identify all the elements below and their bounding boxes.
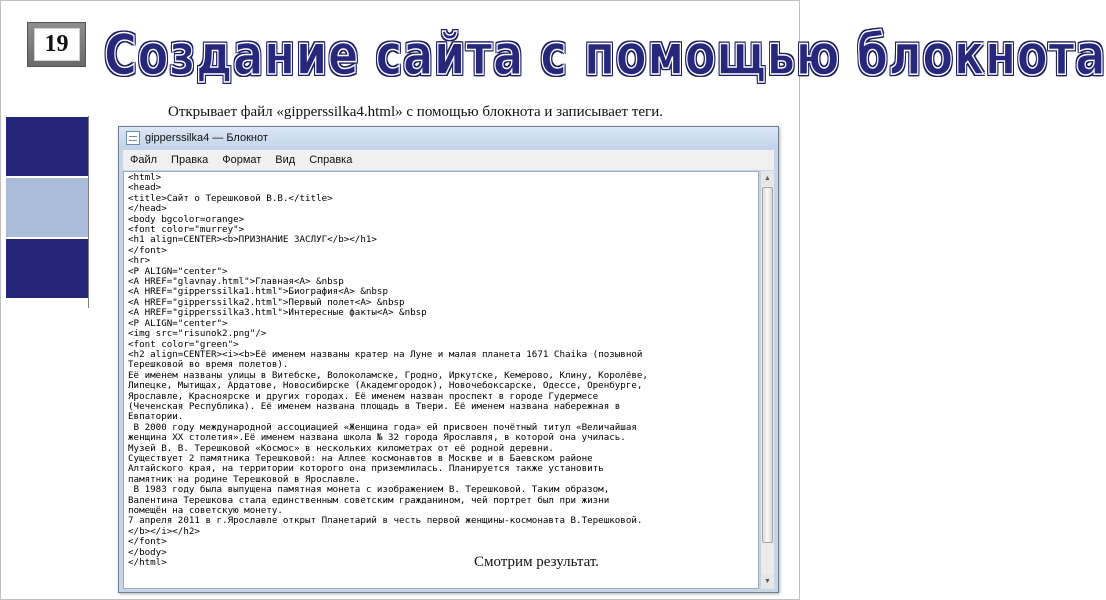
scroll-up-arrow-icon[interactable]: ▲ [761,171,774,186]
notepad-title: gipperssilka4 — Блокнот [145,132,268,144]
code-line: </html> [128,557,167,569]
scroll-down-arrow-icon[interactable]: ▼ [761,574,774,589]
menu-format[interactable]: Формат [222,154,262,166]
notepad-vertical-scrollbar[interactable] [760,171,774,589]
slide-caption: Смотрим результат. [474,554,600,570]
code-line: <html> [128,172,162,183]
decorative-block-middle [6,178,88,237]
menu-help[interactable]: Справка [309,154,353,166]
code-line: 7 апреля 2011 в г.Ярославле открыт Планетарий в честь первой женщины-космонавта В.Терешковой. [128,515,643,527]
code-line: <A HREF="glavnay.html">Главная<A> &nbsp [128,276,344,288]
notepad-text-area[interactable] [123,171,759,589]
slide-number-badge [27,22,86,67]
notepad-text-content[interactable] [124,172,758,569]
code-line: женщина XX столетия».Её именем названа школа № 32 города Ярославля, в которой она училась. [128,432,626,444]
code-line: <h1 align=CENTER><b>ПРИЗНАНИЕ ЗАСЛУГ</b></h1> [128,234,377,246]
code-line: (Чеченская Республика). Её именем названа площадь в Твери. Её именем названа набережная в [128,400,621,412]
code-line: помещён на советскую монету. [128,505,283,516]
code-line: <img src="risunok2.png"/> [128,328,267,340]
code-line: </head> [128,203,167,215]
notepad-window [118,126,779,593]
code-line: Липецке, Мытищах, Ардатове, Новосибирске (Академгородок), Новочебоксарске, Одессе, Оренбурге, [128,380,643,392]
code-line: </b></i></h2> [128,525,200,537]
code-line: <font color="green"> [128,338,239,350]
decorative-blocks [6,117,88,300]
code-line: <body bgcolor=orange> [128,213,245,225]
notepad-titlebar[interactable] [119,127,778,149]
code-line: Валентина Терешкова стала единственным советским гражданином, чей портрет был при жизни [128,494,610,506]
code-line: <head> [128,182,162,194]
slide-subtitle: Открывает файл «gipperssilka4.html» с помощью блокнота и записывает теги. [168,104,663,120]
code-line: <font color="murrey"> [128,224,245,236]
code-line: Ярославле, Красноярске и других городах. Её именем назван проспект в городе Гудермесе [128,390,599,402]
notepad-menubar [123,150,774,170]
code-line: памятник на родине Терешковой в Ярославле. [128,473,361,485]
slide-number: 19 [34,28,80,61]
code-line: Её именем названы улицы в Витебске, Волоколамске, Гродно, Иркутске, Кемерово, Клину, Королёве, [128,369,648,381]
code-line: <P ALIGN="center"> [128,317,228,329]
menu-edit[interactable]: Правка [171,154,209,166]
code-line: <title>Сайт о Терешковой В.В.</title> [128,192,333,204]
code-line: Музей В. В. Терешковой «Космос» в нескольких километрах от её родной деревни. [128,442,554,454]
code-line: В 1983 году была выпущена памятная монета с изображением В. Терешковой. Таким образом, [128,484,610,496]
code-line: Существует 2 памятника Терешковой: на Аллее космонавтов в Москве и в Баевском районе [128,452,593,464]
code-line: <A HREF="gipperssilka2.html">Первый полет<A> &nbsp [128,296,405,308]
code-line: <A HREF="gipperssilka1.html">Биография<A> &nbsp [128,286,388,298]
code-line: </font> [128,244,167,256]
code-line: <P ALIGN="center"> [128,265,228,277]
code-line: </body> [128,546,167,558]
decorative-block-bottom [6,239,88,298]
menu-view[interactable]: Вид [275,154,296,166]
code-line: <h2 align=CENTER><i><b>Её именем названы кратер на Луне и малая планета 1671 Chaika (позывной [128,348,643,360]
scrollbar-thumb[interactable] [762,187,773,543]
code-line: Алтайского края, на территории которого она приземлилась. Планируется также установить [128,463,604,475]
code-line: <A HREF="gipperssilka3.html">Интересные факты<A> &nbsp [128,307,427,319]
decorative-rule [88,116,89,308]
code-line: В 2000 году международной ассоциацией «Женщина года» ей присвоен почётный титул «Величайшая [128,421,637,433]
menu-file[interactable]: Файл [130,154,158,166]
notepad-icon [126,131,140,145]
decorative-block-top [6,117,88,176]
slide-title: Создание сайта с помощью блокнота [104,23,1106,88]
code-line: Терешковой во время полетов). [128,359,289,371]
code-line: </font> [128,536,167,548]
code-line: Евпатории. [128,411,184,423]
code-line: <hr> [128,255,151,267]
